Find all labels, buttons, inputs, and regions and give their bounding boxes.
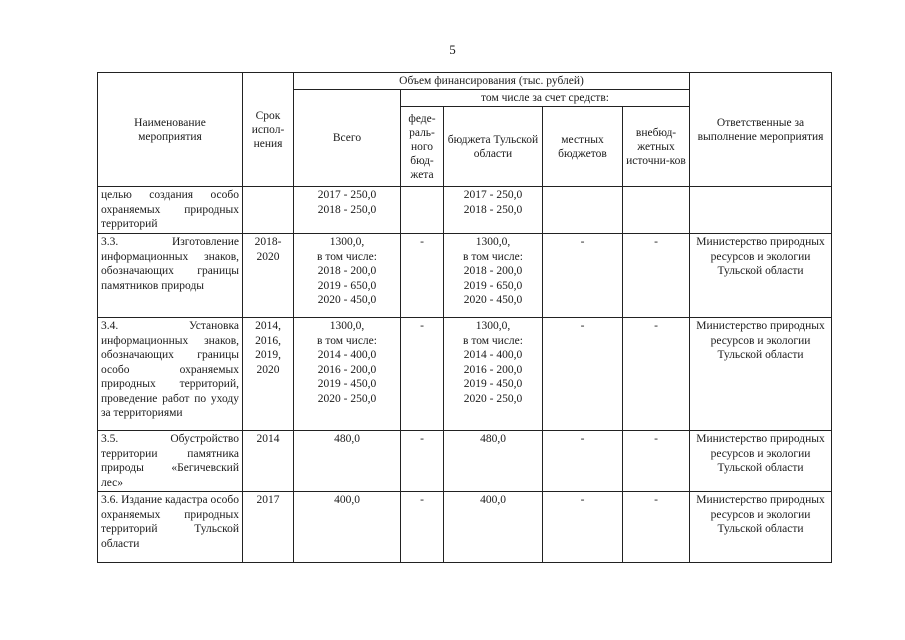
header-name: Наименование мероприятия bbox=[98, 73, 243, 187]
table-row bbox=[98, 492, 832, 563]
row-responsible bbox=[690, 187, 832, 234]
row-term: 2018-2020 bbox=[243, 234, 294, 318]
row-responsible: Министерство природных ресурсов и экологии Тульской области bbox=[690, 431, 832, 492]
table-row bbox=[98, 234, 832, 318]
header-term: Срок испол-нения bbox=[243, 73, 294, 187]
row-extra bbox=[623, 187, 690, 234]
row-local: - bbox=[543, 492, 623, 563]
row-extra: - bbox=[623, 431, 690, 492]
row-total: 1300,0, в том числе: 2014 - 400,0 2016 - 200,0 2019 - 450,0 2020 - 250,0 bbox=[294, 318, 401, 431]
table-row bbox=[98, 187, 832, 234]
row-extra: - bbox=[623, 234, 690, 318]
row-regional: 480,0 bbox=[444, 431, 543, 492]
row-term: 2014 bbox=[243, 431, 294, 492]
row-responsible: Министерство природных ресурсов и экологии Тульской области bbox=[690, 318, 832, 431]
row-name: целью создания особо охраняемых природных территорий bbox=[98, 187, 243, 234]
financing-table bbox=[97, 72, 832, 563]
table-row bbox=[98, 318, 832, 431]
row-name: 3.6. Издание кадастра особо охраняемых природных территорий Тульской области bbox=[98, 492, 243, 563]
row-local: - bbox=[543, 318, 623, 431]
header-federal: феде-раль-ного бюд-жета bbox=[401, 107, 444, 187]
row-term: 2014, 2016, 2019, 2020 bbox=[243, 318, 294, 431]
row-responsible: Министерство природных ресурсов и экологии Тульской области bbox=[690, 234, 832, 318]
row-name: 3.3. Изготовление информационных знаков, обозначающих границы памятников природы bbox=[98, 234, 243, 318]
row-federal bbox=[401, 187, 444, 234]
header-total: Всего bbox=[294, 90, 401, 187]
row-term: 2017 bbox=[243, 492, 294, 563]
row-regional: 2017 - 250,0 2018 - 250,0 bbox=[444, 187, 543, 234]
row-regional: 400,0 bbox=[444, 492, 543, 563]
header-funding: Объем финансирования (тыс. рублей) bbox=[294, 73, 690, 90]
row-total: 2017 - 250,0 2018 - 250,0 bbox=[294, 187, 401, 234]
header-including: том числе за счет средств: bbox=[401, 90, 690, 107]
header-regional: бюджета Тульской области bbox=[444, 107, 543, 187]
row-federal: - bbox=[401, 431, 444, 492]
row-extra: - bbox=[623, 318, 690, 431]
row-federal: - bbox=[401, 234, 444, 318]
row-local bbox=[543, 187, 623, 234]
row-federal: - bbox=[401, 318, 444, 431]
row-total: 480,0 bbox=[294, 431, 401, 492]
row-federal: - bbox=[401, 492, 444, 563]
header-local: местных бюджетов bbox=[543, 107, 623, 187]
page-number: 5 bbox=[449, 42, 456, 57]
header-extra: внебюд-жетных источни-ков bbox=[623, 107, 690, 187]
row-local: - bbox=[543, 234, 623, 318]
row-regional: 1300,0, в том числе: 2014 - 400,0 2016 - 200,0 2019 - 450,0 2020 - 250,0 bbox=[444, 318, 543, 431]
row-local: - bbox=[543, 431, 623, 492]
row-total: 400,0 bbox=[294, 492, 401, 563]
header-responsible: Ответственные за выполнение мероприятия bbox=[690, 73, 832, 187]
row-total: 1300,0, в том числе: 2018 - 200,0 2019 - 650,0 2020 - 450,0 bbox=[294, 234, 401, 318]
row-name: 3.5. Обустройство территории памятника природы «Бегичевский лес» bbox=[98, 431, 243, 492]
row-responsible: Министерство природных ресурсов и экологии Тульской области bbox=[690, 492, 832, 563]
row-extra: - bbox=[623, 492, 690, 563]
row-regional: 1300,0, в том числе: 2018 - 200,0 2019 - 650,0 2020 - 450,0 bbox=[444, 234, 543, 318]
row-term bbox=[243, 187, 294, 234]
table-row bbox=[98, 431, 832, 492]
row-name: 3.4. Установка информационных знаков, обозначающих границы особо охраняемых природных территорий, проведение работ по уходу за территориями bbox=[98, 318, 243, 431]
